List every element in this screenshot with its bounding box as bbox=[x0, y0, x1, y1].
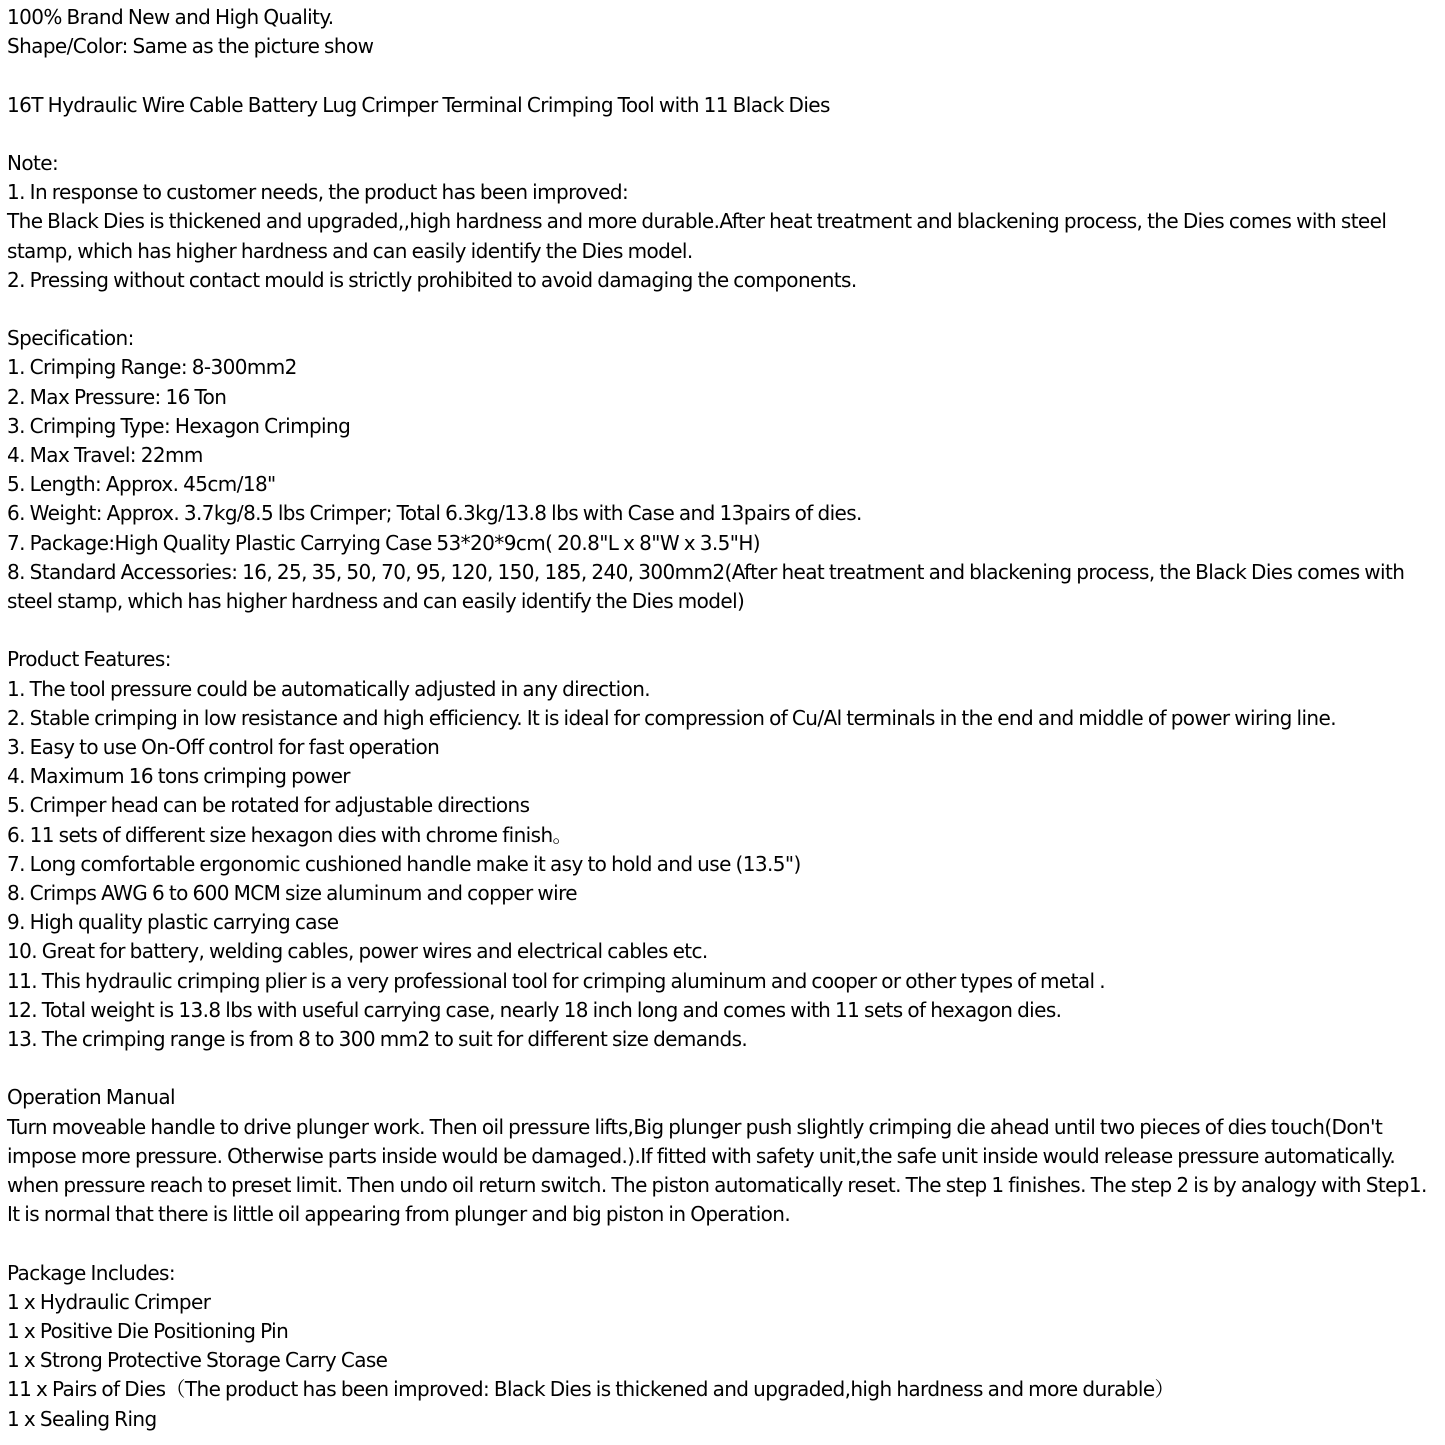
feature-item: 2. Stable crimping in low resistance and high efficiency. It is ideal for compression of Cu/Al terminals in the end and middle of power wiring line. bbox=[7, 705, 1336, 730]
product-title: 16T Hydraulic Wire Cable Battery Lug Crimper Terminal Crimping Tool with 11 Black Dies bbox=[7, 92, 830, 117]
spacer bbox=[7, 120, 1437, 149]
package-item: 11 x Pairs of Dies（The product has been improved: Black Dies is thickened and upgraded,high hardness and more durable） bbox=[7, 1377, 1174, 1402]
feature-item: 8. Crimps AWG 6 to 600 MCM size aluminum and copper wire bbox=[7, 881, 577, 906]
spec-item: 5. Length: Approx. 45cm/18" bbox=[7, 472, 276, 497]
quality-line: 100% Brand New and High Quality. bbox=[7, 5, 334, 29]
spacer bbox=[7, 1229, 1437, 1258]
feature-item: 10. Great for battery, welding cables, power wires and electrical cables etc. bbox=[7, 939, 708, 964]
note-item: 2. Pressing without contact mould is strictly prohibited to avoid damaging the components. bbox=[7, 267, 857, 292]
spec-item: 2. Max Pressure: 16 Ton bbox=[7, 384, 227, 409]
spec-item: 7. Package:High Quality Plastic Carrying Case 53*20*9cm( 20.8"L x 8"W x 3.5"H) bbox=[7, 530, 760, 555]
feature-item: 11. This hydraulic crimping plier is a very professional tool for crimping aluminum and cooper or other types of metal . bbox=[7, 968, 1105, 993]
package-item: 1 x Positive Die Positioning Pin bbox=[7, 1319, 289, 1344]
features-heading: Product Features: bbox=[7, 647, 171, 672]
feature-item: 6. 11 sets of different size hexagon dies with chrome finish。 bbox=[7, 822, 572, 847]
feature-item: 9. High quality plastic carrying case bbox=[7, 910, 339, 935]
package-item: 1 x Sealing Ring bbox=[7, 1406, 157, 1431]
spec-item: 8. Standard Accessories: 16, 25, 35, 50, 70, 95, 120, 150, 185, 240, 300mm2(After heat treatment and blackening process, the Black Dies comes with steel stamp, which has higher hardness and can easily identify the Dies model) bbox=[7, 559, 1405, 614]
package-item: 1 x Hydraulic Crimper bbox=[7, 1289, 211, 1314]
spec-item: 3. Crimping Type: Hexagon Crimping bbox=[7, 413, 351, 438]
note-item: 1. In response to customer needs, the product has been improved: bbox=[7, 180, 629, 205]
feature-item: 13. The crimping range is from 8 to 300 mm2 to suit for different size demands. bbox=[7, 1027, 748, 1052]
operation-heading: Operation Manual bbox=[7, 1085, 175, 1110]
spacer bbox=[7, 1054, 1437, 1083]
spacer bbox=[7, 616, 1437, 645]
spacer bbox=[7, 295, 1437, 324]
specification-heading: Specification: bbox=[7, 326, 134, 351]
spec-item: 1. Crimping Range: 8-300mm2 bbox=[7, 355, 297, 380]
note-item: The Black Dies is thickened and upgraded,,high hardness and more durable.After heat treatment and blackening process, the Dies comes with steel stamp, which has higher hardness and can easily identify the Dies model. bbox=[7, 209, 1387, 263]
note-heading: Note: bbox=[7, 150, 59, 175]
spec-item: 6. Weight: Approx. 3.7kg/8.5 lbs Crimper; Total 6.3kg/13.8 lbs with Case and 13pairs of dies. bbox=[7, 501, 862, 526]
spacer bbox=[7, 61, 1437, 90]
feature-item: 5. Crimper head can be rotated for adjustable directions bbox=[7, 793, 530, 818]
package-heading: Package Includes: bbox=[7, 1260, 176, 1285]
feature-item: 12. Total weight is 13.8 lbs with useful carrying case, nearly 18 inch long and comes with 11 sets of hexagon dies. bbox=[7, 997, 1062, 1022]
spec-item: 4. Max Travel: 22mm bbox=[7, 443, 203, 467]
shape-color-line: Shape/Color: Same as the picture show bbox=[7, 34, 374, 59]
feature-item: 3. Easy to use On-Off control for fast operation bbox=[7, 735, 440, 760]
operation-text: Turn moveable handle to drive plunger work. Then oil pressure lifts,Big plunger push slightly crimping die ahead until two pieces of dies touch(Don't impose more pressure. Otherwise parts inside would be damaged.).If fitted with safety unit,the safe unit inside would release pressure automatically. when pressure reach to preset limit. Then undo oil return switch. The piston automatically reset. The step 1 finishes. The step 2 is by analogy with Step1. It is normal that there is little oil appearing from plunger and big piston in Operation. bbox=[7, 1114, 1427, 1227]
feature-item: 7. Long comfortable ergonomic cushioned handle make it asy to hold and use (13.5") bbox=[7, 851, 801, 876]
feature-item: 1. The tool pressure could be automatically adjusted in any direction. bbox=[7, 676, 651, 701]
feature-item: 4. Maximum 16 tons crimping power bbox=[7, 764, 350, 789]
package-item: 1 x Strong Protective Storage Carry Case bbox=[7, 1348, 388, 1373]
